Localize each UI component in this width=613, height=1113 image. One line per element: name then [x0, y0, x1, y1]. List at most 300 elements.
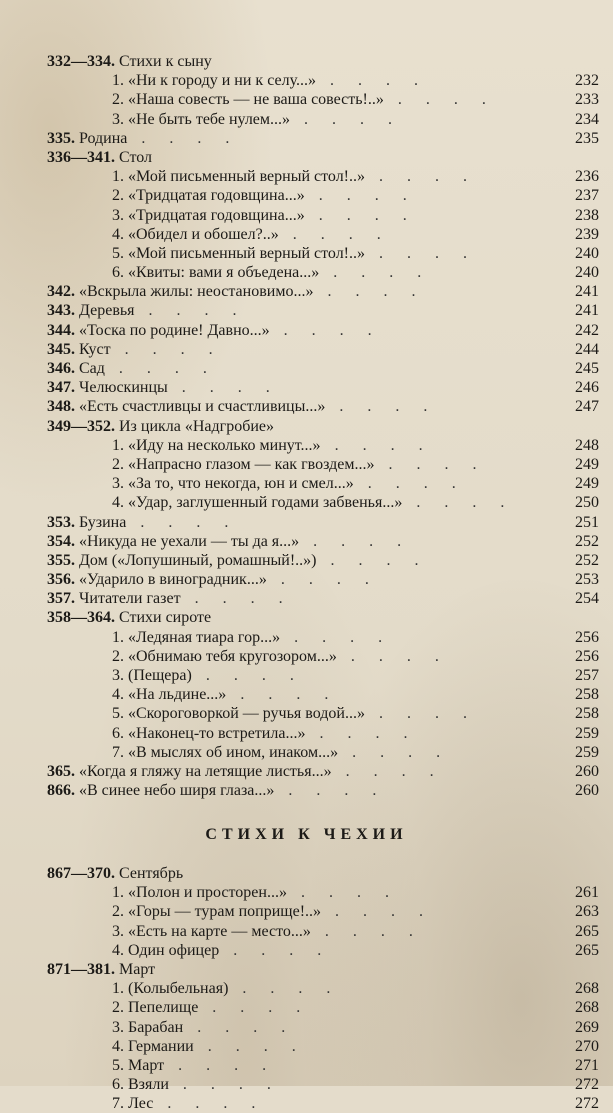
entry-text — [47, 359, 217, 378]
entry-title: «Мой письменный верный стол!..» — [124, 244, 365, 262]
entry-text — [47, 532, 411, 551]
entry-title: Бузина — [75, 513, 127, 531]
page-number: 256 — [575, 628, 599, 646]
leader-dots: . . . . — [226, 686, 339, 704]
page-number: 233 — [575, 91, 599, 109]
entry-title: «Вскрыла жилы: неостановимо...» — [75, 283, 314, 301]
entry-number: 332—334. — [47, 53, 115, 70]
entry-number: 365. — [47, 762, 75, 780]
page-number: 242 — [575, 321, 599, 339]
entry-text — [112, 704, 477, 723]
leader-dots: . . . . — [183, 1018, 296, 1036]
toc-subentry — [0, 493, 613, 512]
entry-number: 345. — [47, 340, 75, 358]
entry-number: 3. — [112, 1018, 124, 1036]
page-number: 260 — [575, 782, 599, 800]
page-number: 265 — [575, 922, 599, 940]
entry-number: 354. — [47, 532, 75, 550]
entry-text — [112, 883, 399, 902]
entry-number: 6. — [112, 264, 124, 282]
page-number: 271 — [575, 1056, 599, 1074]
leader-dots: . . . . — [168, 1076, 281, 1094]
toc-subentry — [0, 1094, 613, 1113]
entry-number: 1. — [112, 884, 124, 902]
entry-title: «Напрасно глазом — как гвоздем...» — [124, 455, 375, 473]
leader-dots: . . . . — [402, 494, 515, 512]
toc-subentry — [0, 628, 613, 647]
toc-entry — [0, 282, 613, 301]
toc-subentry — [0, 666, 613, 685]
entry-text — [112, 724, 417, 743]
page-number: 260 — [575, 762, 599, 780]
toc-subentry — [0, 90, 613, 109]
page-number: 272 — [575, 1095, 599, 1113]
entry-number: 4. — [112, 494, 124, 512]
entry-title: Челюскинцы — [75, 379, 168, 397]
page-number: 258 — [575, 705, 599, 723]
entry-number: 336—341. — [47, 148, 115, 166]
entry-number: 346. — [47, 360, 75, 377]
entry-title: «За то, что некогда, юн и смел...» — [124, 475, 354, 493]
leader-dots: . . . . — [304, 206, 417, 224]
leader-dots: . . . . — [164, 1056, 277, 1074]
page-number: 248 — [575, 436, 599, 454]
page-number: 253 — [575, 571, 599, 589]
entry-text — [112, 628, 392, 647]
entry-number: 2. — [112, 999, 124, 1017]
entry-title: «Полон и просторен...» — [124, 884, 287, 902]
entry-number: 6. — [112, 724, 124, 742]
page-number: 239 — [575, 225, 599, 243]
entry-title: «Квиты: вами я объедена...» — [124, 264, 320, 282]
leader-dots: . . . . — [153, 1095, 266, 1113]
entry-number: 358—364. — [47, 609, 115, 627]
page-number: 256 — [575, 647, 599, 665]
leader-dots: . . . . — [374, 455, 487, 473]
toc-entry — [0, 321, 613, 340]
table-of-contents — [0, 52, 613, 800]
entry-title: Дом («Лопушиный, ромашный!..») — [75, 551, 317, 569]
entry-text — [112, 436, 433, 455]
entry-number: 3. — [112, 922, 124, 940]
entry-title: «Ни к городу и ни к селу...» — [124, 72, 316, 90]
leader-dots: . . . . — [299, 532, 412, 550]
entry-text — [47, 781, 386, 800]
entry-title: «На льдине...» — [124, 686, 227, 704]
leader-dots: . . . . — [365, 244, 477, 262]
entry-title: «В синее небо ширя глаза...» — [75, 782, 275, 800]
toc-entry — [0, 417, 613, 436]
entry-title: Из цикла «Надгробие» — [115, 417, 275, 435]
page-number: 241 — [575, 302, 599, 320]
entry-title: «Никуда не уехали — ты да я...» — [75, 532, 300, 550]
entry-title: Германии — [124, 1037, 194, 1055]
leader-dots: . . . . — [286, 884, 399, 902]
toc-subentry — [0, 110, 613, 129]
leader-dots: . . . . — [274, 782, 387, 800]
entry-text — [112, 493, 514, 512]
leader-dots: . . . . — [364, 705, 477, 723]
toc-subentry — [0, 704, 613, 723]
entry-number: 344. — [47, 321, 75, 339]
entry-title: Стихи к сыну — [115, 53, 212, 70]
entry-title: Куст — [75, 340, 111, 358]
entry-text — [112, 666, 304, 685]
toc-subentry — [0, 263, 613, 282]
toc-subentry — [0, 647, 613, 666]
toc-subentry — [0, 1075, 613, 1094]
leader-dots: . . . . — [278, 225, 391, 243]
toc-entry — [0, 762, 613, 781]
entry-title: «Наша совесть — не ваша совесть!..» — [124, 91, 384, 109]
entry-number: 6. — [112, 1076, 124, 1094]
entry-text — [112, 1037, 306, 1056]
entry-number: 867—370. — [47, 865, 115, 882]
entry-title: Март — [115, 960, 156, 978]
page-number: 269 — [575, 1018, 599, 1036]
entry-title: «В мыслях об ином, инаком...» — [124, 743, 339, 761]
leader-dots: . . . . — [383, 91, 496, 109]
entry-text — [47, 551, 429, 570]
toc-entry — [0, 608, 613, 627]
entry-text — [47, 762, 444, 781]
entry-text — [112, 902, 433, 921]
entry-number: 7. — [112, 743, 124, 761]
page-number: 257 — [575, 667, 599, 684]
toc-subentry — [0, 206, 613, 225]
entry-text — [47, 960, 155, 979]
entry-title: Читатели газет — [75, 590, 181, 608]
page-number: 234 — [575, 110, 599, 128]
entry-number: 4. — [112, 225, 124, 243]
leader-dots: . . . . — [319, 264, 432, 282]
entry-title: «Ледяная тиара гор...» — [124, 628, 281, 646]
leader-dots: . . . . — [353, 475, 466, 493]
entry-number: 356. — [47, 571, 75, 589]
entry-text — [47, 608, 211, 627]
toc-entry — [0, 532, 613, 551]
entry-title: Барабан — [124, 1018, 184, 1036]
toc-subentry — [0, 186, 613, 205]
leader-dots: . . . . — [290, 110, 403, 128]
entry-number: 355. — [47, 551, 75, 569]
page-number: 236 — [575, 168, 599, 186]
entry-title: Лес — [124, 1095, 154, 1113]
entry-number: 2. — [112, 647, 124, 665]
entry-number: 348. — [47, 398, 75, 416]
entry-title: «Тоска по родине! Давно...» — [75, 321, 270, 339]
toc-subentry — [0, 474, 613, 493]
entry-number: 3. — [112, 667, 124, 684]
toc-subentry — [0, 1056, 613, 1075]
entry-number: 3. — [112, 475, 124, 493]
entry-text — [47, 129, 239, 148]
page-number: 259 — [575, 724, 599, 742]
entry-number: 335. — [47, 129, 75, 147]
entry-number: 357. — [47, 590, 75, 608]
entry-text — [112, 206, 417, 225]
entry-number: 2. — [112, 187, 124, 205]
entry-text — [112, 1056, 276, 1075]
entry-text — [112, 455, 486, 474]
entry-title: «Иду на несколько минут...» — [124, 436, 321, 454]
page-number: 235 — [575, 129, 599, 147]
page-number: 249 — [575, 455, 599, 473]
entry-text — [112, 71, 428, 90]
entry-title: Сентябрь — [115, 865, 184, 882]
entry-number: 1. — [112, 72, 124, 90]
leader-dots: . . . . — [280, 628, 393, 646]
page-number: 272 — [575, 1076, 599, 1094]
toc-subentry — [0, 743, 613, 762]
leader-dots: . . . . — [338, 743, 451, 761]
entry-title: Стол — [115, 148, 153, 166]
entry-number: 2. — [112, 455, 124, 473]
leader-dots: . . . . — [193, 1037, 306, 1055]
page-number: 265 — [575, 941, 599, 959]
entry-number: 5. — [112, 1056, 124, 1074]
leader-dots: . . . . — [219, 941, 332, 959]
entry-title: (Пещера) — [124, 667, 192, 684]
page-number: 238 — [575, 206, 599, 224]
page-number: 247 — [575, 398, 599, 416]
leader-dots: . . . . — [321, 903, 434, 921]
toc-subentry — [0, 455, 613, 474]
page-number: 246 — [575, 379, 599, 397]
leader-dots: . . . . — [320, 436, 433, 454]
page-number: 232 — [575, 72, 599, 90]
entry-text — [112, 110, 402, 129]
toc-subentry — [0, 922, 613, 941]
page-number: 254 — [575, 590, 599, 608]
leader-dots: . . . . — [104, 360, 217, 377]
leader-dots: . . . . — [127, 129, 240, 147]
toc-subentry — [0, 685, 613, 704]
page-number: 252 — [575, 551, 599, 569]
entry-title: Родина — [75, 129, 128, 147]
entry-number: 349—352. — [47, 417, 115, 435]
toc-subentry — [0, 998, 613, 1017]
toc-entry — [0, 52, 613, 71]
leader-dots: . . . . — [310, 922, 423, 940]
entry-number: 2. — [112, 903, 124, 921]
entry-number: 7. — [112, 1095, 124, 1113]
leader-dots: . . . . — [228, 980, 341, 998]
page-number: 240 — [575, 244, 599, 262]
entry-text — [47, 340, 223, 359]
entry-text — [112, 167, 477, 186]
page-number: 258 — [575, 686, 599, 704]
entry-title: Сад — [75, 360, 105, 377]
entry-number: 3. — [112, 110, 124, 128]
entry-text — [112, 1094, 265, 1113]
entry-text — [47, 321, 382, 340]
leader-dots: . . . . — [180, 590, 293, 608]
entry-text — [112, 998, 310, 1017]
page-number: 268 — [575, 999, 599, 1017]
entry-text — [112, 941, 331, 960]
entry-number: 342. — [47, 283, 75, 301]
entry-title: «Есть на карте — место...» — [124, 922, 311, 940]
leader-dots: . . . . — [198, 999, 311, 1017]
entry-title: Март — [124, 1056, 165, 1074]
toc-subentry — [0, 883, 613, 902]
entry-text — [112, 186, 417, 205]
toc-entry — [0, 397, 613, 416]
entry-text — [112, 685, 338, 704]
entry-text — [112, 263, 431, 282]
page-number: 251 — [575, 513, 599, 531]
entry-number: 343. — [47, 302, 75, 320]
entry-title: «Тридцатая годовщина...» — [124, 206, 305, 224]
entry-number: 2. — [112, 91, 124, 109]
leader-dots: . . . . — [269, 321, 382, 339]
toc-entry — [0, 864, 613, 883]
entry-title: Пепелище — [124, 999, 199, 1017]
leader-dots: . . . . — [134, 302, 247, 320]
entry-text — [47, 148, 152, 167]
entry-title: Деревья — [75, 302, 135, 320]
toc-subentry — [0, 941, 613, 960]
entry-text — [47, 864, 183, 883]
page-number: 268 — [575, 980, 599, 998]
leader-dots: . . . . — [167, 379, 280, 397]
entry-number: 871—381. — [47, 960, 115, 978]
page-number: 250 — [575, 494, 599, 512]
entry-title: «Наконец-то встретила...» — [124, 724, 306, 742]
leader-dots: . . . . — [336, 647, 449, 665]
leader-dots: . . . . — [126, 513, 239, 531]
toc-entry — [0, 129, 613, 148]
entry-text — [47, 589, 293, 608]
entry-number: 4. — [112, 1037, 124, 1055]
entry-text — [47, 417, 274, 436]
entry-title: Один офицер — [124, 941, 220, 959]
entry-text — [47, 52, 212, 71]
page-number: 270 — [575, 1037, 599, 1055]
page-number: 249 — [575, 475, 599, 493]
entry-title: Взяли — [124, 1076, 169, 1094]
entry-text — [47, 378, 280, 397]
entry-title: «Когда я гляжу на летящие листья...» — [75, 762, 332, 780]
entry-number: 5. — [112, 244, 124, 262]
entry-number: 1. — [112, 980, 124, 998]
section-heading: СТИХИ К ЧЕХИИ — [205, 826, 408, 843]
toc-entry — [0, 340, 613, 359]
page-number: 259 — [575, 743, 599, 761]
entry-title: «Обидел и обошел?..» — [124, 225, 279, 243]
entry-text — [47, 301, 247, 320]
toc-entry — [0, 589, 613, 608]
toc-subentry — [0, 979, 613, 998]
page-number: 263 — [575, 903, 599, 921]
entry-text — [47, 570, 379, 589]
entry-text — [112, 90, 496, 109]
page-number: 244 — [575, 340, 599, 358]
entry-text — [112, 474, 466, 493]
entry-text — [112, 244, 477, 263]
entry-text — [112, 743, 450, 762]
leader-dots: . . . . — [110, 340, 223, 358]
entry-title: «Тридцатая годовщина...» — [124, 187, 305, 205]
entry-title: «Ударило в виноградник...» — [75, 571, 267, 589]
toc-subentry — [0, 225, 613, 244]
entry-title: «Мой письменный верный стол!..» — [124, 168, 365, 186]
entry-text — [47, 513, 238, 532]
leader-dots: . . . . — [331, 762, 444, 780]
entry-title: (Колыбельная) — [124, 980, 229, 998]
leader-dots: . . . . — [304, 187, 417, 205]
entry-number: 4. — [112, 686, 124, 704]
toc-subentry — [0, 167, 613, 186]
page-number: 245 — [575, 360, 599, 377]
page-number: 261 — [575, 884, 599, 902]
toc-entry — [0, 513, 613, 532]
toc-entry — [0, 148, 613, 167]
page-number: 252 — [575, 532, 599, 550]
table-of-contents-continued — [0, 864, 613, 1113]
leader-dots: . . . . — [191, 667, 304, 684]
toc-subentry — [0, 71, 613, 90]
toc-entry — [0, 960, 613, 979]
entry-title: «Обнимаю тебя кругозором...» — [124, 647, 337, 665]
leader-dots: . . . . — [325, 398, 438, 416]
entry-number: 866. — [47, 782, 75, 800]
toc-subentry — [0, 724, 613, 743]
toc-entry — [0, 301, 613, 320]
entry-number: 1. — [112, 168, 124, 186]
page-number: 241 — [575, 283, 599, 301]
leader-dots: . . . . — [313, 283, 426, 301]
toc-entry — [0, 359, 613, 378]
toc-entry — [0, 781, 613, 800]
toc-entry — [0, 570, 613, 589]
leader-dots: . . . . — [266, 571, 379, 589]
toc-entry — [0, 378, 613, 397]
toc-subentry — [0, 436, 613, 455]
entry-number: 1. — [112, 628, 124, 646]
entry-title: «Горы — турам поприще!..» — [124, 903, 322, 921]
entry-text — [112, 922, 423, 941]
entry-number: 3. — [112, 206, 124, 224]
entry-number: 347. — [47, 379, 75, 397]
leader-dots: . . . . — [305, 724, 418, 742]
toc-subentry — [0, 244, 613, 263]
entry-text — [47, 282, 425, 301]
entry-title: «Удар, заглушенный годами забвенья...» — [124, 494, 403, 512]
entry-title: «Не быть тебе нулем...» — [124, 110, 291, 128]
entry-text — [112, 647, 449, 666]
toc-subentry — [0, 1018, 613, 1037]
leader-dots: . . . . — [315, 72, 428, 90]
entry-title: «Есть счастливцы и счастливицы...» — [75, 398, 326, 416]
toc-subentry — [0, 902, 613, 921]
leader-dots: . . . . — [316, 551, 429, 569]
entry-title: «Скороговоркой — ручья водой...» — [124, 705, 365, 723]
entry-text — [112, 979, 340, 998]
entry-text — [47, 397, 437, 416]
entry-number: 4. — [112, 941, 124, 959]
entry-text — [112, 1018, 295, 1037]
leader-dots: . . . . — [365, 168, 477, 186]
page-number: 240 — [575, 264, 599, 282]
entry-title: Стихи сироте — [115, 609, 212, 627]
toc-subentry — [0, 1037, 613, 1056]
page-number: 237 — [575, 187, 599, 205]
toc-entry — [0, 551, 613, 570]
entry-number: 353. — [47, 513, 75, 531]
entry-text — [112, 225, 391, 244]
